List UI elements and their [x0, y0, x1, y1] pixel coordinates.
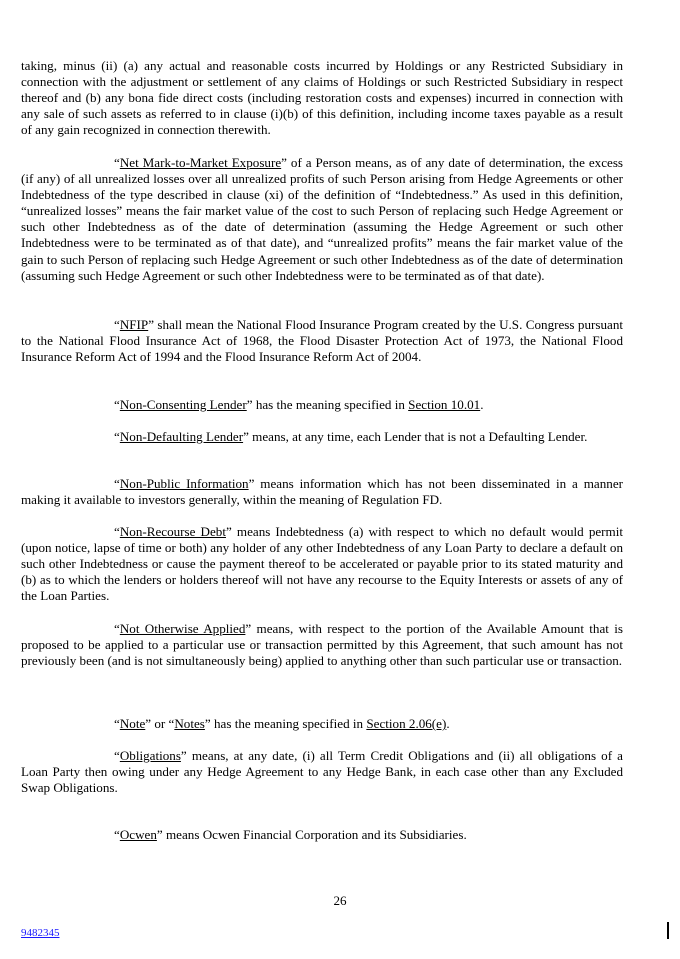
- definition-non-recourse-debt: “Non-Recourse Debt” means Indebtedness (a) with respect to which no default would permit (upon notice, lapse of time or both) any holder of any other Indebtedness of any Loan Party to declare a default on such other Indebtedness or cause the payment thereof to be accelerated or payable prior to its stated maturity and (b) as to which the lenders or holders thereof will not have any recourse to the Equity Interests or assets of any of the Loan Parties.: [21, 524, 623, 604]
- section-reference: Section 2.06(e): [366, 716, 447, 731]
- defined-term: Non-Public Information: [119, 476, 249, 491]
- defined-term: Note: [119, 716, 146, 731]
- defined-term: Non-Defaulting Lender: [119, 429, 244, 444]
- definition-nfip: “NFIP” shall mean the National Flood Insurance Program created by the U.S. Congress pursuant to the National Flood Insurance Act of 1968, the Flood Disaster Protection Act of 1973, the National Flood Insurance Reform Act of 1994 and the Flood Insurance Reform Act of 2004.: [21, 317, 623, 365]
- defined-term: Not Otherwise Applied: [119, 621, 246, 636]
- defined-term: Non-Recourse Debt: [119, 524, 226, 539]
- definition-obligations: “Obligations” means, at any date, (i) all Term Credit Obligations and (ii) all obligations of a Loan Party then owing under any Hedge Agreement to any Hedge Bank, in each case other than any Excluded Swap Obligations.: [21, 748, 623, 796]
- defined-term: Net Mark-to-Market Exposure: [119, 155, 282, 170]
- definition-non-consenting-lender: “Non-Consenting Lender” has the meaning specified in Section 10.01.: [114, 397, 484, 412]
- definition-non-public-information: “Non-Public Information” means information which has not been disseminated in a manner making it available to investors generally, within the meaning of Regulation FD.: [21, 476, 624, 508]
- definition-net-mark-to-market-exposure: “Net Mark-to-Market Exposure” of a Person means, as of any date of determination, the excess (if any) of all unrealized losses over all unrealized profits of such Person arising from Hedge Agreements or other Indebtedness of the type described in clause (xi) of the definition of “Indebtedness.” As used in this definition, “unrealized losses” means the fair market value of the cost to such Person of replacing such Hedge Agreement or such other Indebtedness as of the date of determination (assuming the Hedge Agreement or such other Indebtedness were to be terminated as of that date), and “unrealized profits” means the fair market value of the gain to such Person of replacing such Hedge Agreement or such other Indebtedness as of the date of determination (assuming such Hedge Agreement or such other Indebtedness were to be terminated as of that date).: [21, 155, 624, 283]
- page-number: 26: [333, 893, 347, 908]
- definition-ocwen: “Ocwen” means Ocwen Financial Corporation and its Subsidiaries.: [114, 827, 467, 842]
- definition-note: “Note” or “Notes” has the meaning specified in Section 2.06(e).: [114, 716, 450, 731]
- defined-term: Obligations: [119, 748, 181, 763]
- defined-term: Non-Consenting Lender: [119, 397, 247, 412]
- document-id-link[interactable]: 9482345: [21, 927, 60, 939]
- intro-paragraph: taking, minus (ii) (a) any actual and reasonable costs incurred by Holdings or any Restricted Subsidiary in connection with the adjustment or settlement of any claims of Holdings or such Restricted Subsidiary in respect thereof and (b) any bona fide direct costs (including restoration costs and expenses) incurred in connection with any sale of such assets as referred to in clause (i)(b) of this definition, including income taxes payable as a result of any gain recognized in connection therewith.: [21, 58, 623, 138]
- definition-non-defaulting-lender: “Non-Defaulting Lender” means, at any time, each Lender that is not a Defaulting Lender.: [114, 429, 588, 444]
- defined-term: NFIP: [119, 317, 149, 332]
- defined-term: Ocwen: [119, 827, 157, 842]
- definition-not-otherwise-applied: “Not Otherwise Applied” means, with respect to the portion of the Available Amount that is proposed to be applied to a particular use or transaction permitted by this Agreement, that such amount has not previously been (and is not simultaneously being) applied to anything other than such particular use or transaction.: [21, 621, 623, 669]
- defined-term: Notes: [174, 716, 205, 731]
- section-reference: Section 10.01: [408, 397, 481, 412]
- change-bar-mark: [667, 922, 669, 939]
